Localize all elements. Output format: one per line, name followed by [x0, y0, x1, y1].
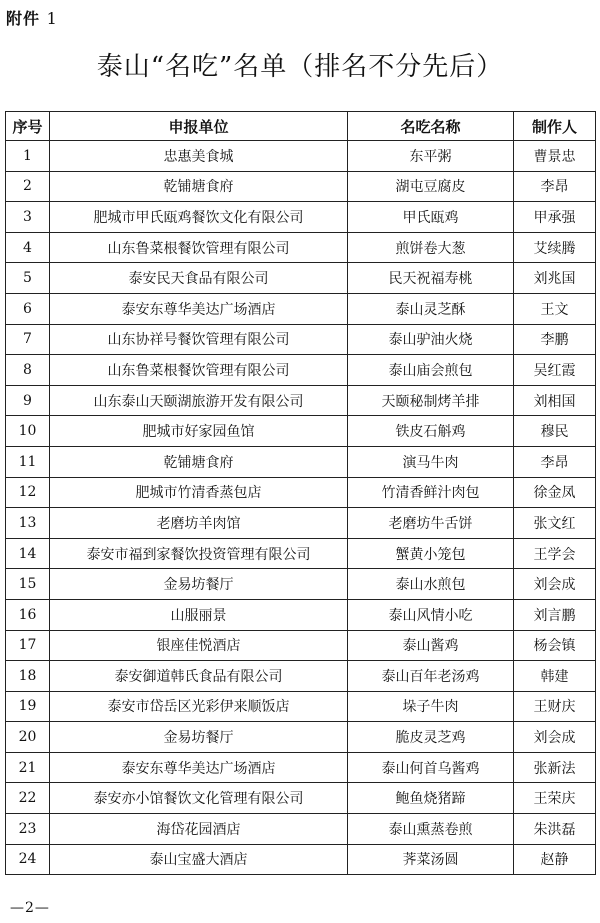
cell-index: 24 [6, 844, 50, 875]
cell-unit: 金易坊餐厅 [50, 569, 348, 600]
attachment-number: 1 [46, 9, 58, 28]
cell-maker: 王学会 [514, 538, 596, 569]
cell-dish: 垛子牛肉 [348, 691, 514, 722]
attachment-word: 附件 [6, 9, 41, 28]
cell-dish: 泰山水煎包 [348, 569, 514, 600]
cell-unit: 肥城市好家园鱼馆 [50, 416, 348, 447]
cell-index: 8 [6, 355, 50, 386]
cell-dish: 泰山灵芝酥 [348, 293, 514, 324]
table-header-row [6, 112, 596, 141]
cell-dish: 泰山风情小吃 [348, 599, 514, 630]
cell-unit: 山东鲁菜根餐饮管理有限公司 [50, 355, 348, 386]
cell-maker: 张新法 [514, 752, 596, 783]
cell-dish: 演马牛肉 [348, 446, 514, 477]
cell-dish: 鲍鱼烧猪蹄 [348, 783, 514, 814]
cell-index: 13 [6, 508, 50, 539]
snack-list-table [5, 111, 596, 875]
cell-dish: 民天祝福寿桃 [348, 263, 514, 294]
cell-index: 2 [6, 171, 50, 202]
cell-dish: 泰山酱鸡 [348, 630, 514, 661]
cell-unit: 泰安市福到家餐饮投资管理有限公司 [50, 538, 348, 569]
cell-index: 11 [6, 446, 50, 477]
cell-maker: 王财庆 [514, 691, 596, 722]
table-row [6, 661, 596, 692]
table-row [6, 814, 596, 845]
table-row [6, 599, 596, 630]
cell-unit: 山东协祥号餐饮管理有限公司 [50, 324, 348, 355]
table-row [6, 324, 596, 355]
cell-unit: 泰安亦小馆餐饮文化管理有限公司 [50, 783, 348, 814]
cell-maker: 朱洪磊 [514, 814, 596, 845]
cell-dish: 铁皮石斛鸡 [348, 416, 514, 447]
cell-maker: 李昂 [514, 446, 596, 477]
cell-unit: 肥城市竹清香蒸包店 [50, 477, 348, 508]
header-dish: 名吃名称 [348, 112, 514, 141]
cell-index: 12 [6, 477, 50, 508]
cell-dish: 东平粥 [348, 141, 514, 172]
cell-index: 10 [6, 416, 50, 447]
cell-maker: 王荣庆 [514, 783, 596, 814]
cell-unit: 老磨坊羊肉馆 [50, 508, 348, 539]
cell-dish: 竹清香鲜汁肉包 [348, 477, 514, 508]
cell-unit: 忠惠美食城 [50, 141, 348, 172]
cell-unit: 山东鲁菜根餐饮管理有限公司 [50, 232, 348, 263]
cell-dish: 泰山庙会煎包 [348, 355, 514, 386]
cell-dish: 泰山熏蒸卷煎 [348, 814, 514, 845]
cell-unit: 泰山宝盛大酒店 [50, 844, 348, 875]
table-row [6, 232, 596, 263]
cell-maker: 韩建 [514, 661, 596, 692]
cell-index: 18 [6, 661, 50, 692]
cell-index: 23 [6, 814, 50, 845]
cell-dish: 甲氏瓯鸡 [348, 202, 514, 233]
attachment-label [6, 6, 58, 29]
cell-index: 4 [6, 232, 50, 263]
cell-maker: 刘兆国 [514, 263, 596, 294]
cell-index: 7 [6, 324, 50, 355]
cell-dish: 湖屯豆腐皮 [348, 171, 514, 202]
cell-index: 20 [6, 722, 50, 753]
table-row [6, 171, 596, 202]
cell-index: 22 [6, 783, 50, 814]
page-number: —2— [10, 900, 50, 916]
table-row [6, 722, 596, 753]
table-row [6, 508, 596, 539]
cell-maker: 刘言鹏 [514, 599, 596, 630]
table-row [6, 293, 596, 324]
cell-dish: 荠菜汤圆 [348, 844, 514, 875]
cell-unit: 泰安御道韩氏食品有限公司 [50, 661, 348, 692]
table-row [6, 538, 596, 569]
table-row [6, 355, 596, 386]
cell-dish: 煎饼卷大葱 [348, 232, 514, 263]
cell-maker: 徐金凤 [514, 477, 596, 508]
table-row [6, 844, 596, 875]
table-row [6, 141, 596, 172]
cell-maker: 穆民 [514, 416, 596, 447]
cell-index: 6 [6, 293, 50, 324]
cell-unit: 泰安市岱岳区光彩伊来顺饭店 [50, 691, 348, 722]
header-unit: 申报单位 [50, 112, 348, 141]
table-body [6, 141, 596, 875]
cell-unit: 泰安民天食品有限公司 [50, 263, 348, 294]
cell-unit: 海岱花园酒店 [50, 814, 348, 845]
table-row [6, 783, 596, 814]
cell-index: 5 [6, 263, 50, 294]
cell-maker: 吴红霞 [514, 355, 596, 386]
cell-dish: 脆皮灵芝鸡 [348, 722, 514, 753]
table-row [6, 416, 596, 447]
cell-index: 9 [6, 385, 50, 416]
cell-maker: 曹景忠 [514, 141, 596, 172]
cell-unit: 泰安东尊华美达广场酒店 [50, 752, 348, 783]
cell-unit: 肥城市甲氏瓯鸡餐饮文化有限公司 [50, 202, 348, 233]
cell-dish: 泰山何首乌酱鸡 [348, 752, 514, 783]
cell-index: 19 [6, 691, 50, 722]
table-row [6, 446, 596, 477]
cell-maker: 王文 [514, 293, 596, 324]
cell-unit: 银座佳悦酒店 [50, 630, 348, 661]
cell-dish: 泰山百年老汤鸡 [348, 661, 514, 692]
cell-index: 17 [6, 630, 50, 661]
cell-maker: 李昂 [514, 171, 596, 202]
cell-index: 16 [6, 599, 50, 630]
cell-dish: 泰山驴油火烧 [348, 324, 514, 355]
cell-maker: 张文红 [514, 508, 596, 539]
cell-maker: 艾续腾 [514, 232, 596, 263]
cell-index: 21 [6, 752, 50, 783]
table-row [6, 477, 596, 508]
cell-maker: 杨会镇 [514, 630, 596, 661]
cell-maker: 李鹏 [514, 324, 596, 355]
header-index: 序号 [6, 112, 50, 141]
table-row [6, 202, 596, 233]
table-row [6, 385, 596, 416]
table-row [6, 752, 596, 783]
cell-unit: 山服丽景 [50, 599, 348, 630]
cell-dish: 老磨坊牛舌饼 [348, 508, 514, 539]
cell-unit: 山东泰山天颐湖旅游开发有限公司 [50, 385, 348, 416]
cell-unit: 乾铺塘食府 [50, 171, 348, 202]
cell-maker: 赵静 [514, 844, 596, 875]
table-row [6, 263, 596, 294]
cell-dish: 天颐秘制烤羊排 [348, 385, 514, 416]
cell-maker: 刘会成 [514, 722, 596, 753]
header-maker: 制作人 [514, 112, 596, 141]
cell-unit: 金易坊餐厅 [50, 722, 348, 753]
cell-index: 1 [6, 141, 50, 172]
cell-dish: 蟹黄小笼包 [348, 538, 514, 569]
cell-unit: 泰安东尊华美达广场酒店 [50, 293, 348, 324]
cell-index: 15 [6, 569, 50, 600]
cell-maker: 刘会成 [514, 569, 596, 600]
cell-maker: 刘相国 [514, 385, 596, 416]
document-title: 泰山“名吃”名单（排名不分先后） [96, 52, 504, 82]
table-row [6, 691, 596, 722]
cell-unit: 乾铺塘食府 [50, 446, 348, 477]
table-row [6, 630, 596, 661]
table-row [6, 569, 596, 600]
cell-index: 14 [6, 538, 50, 569]
cell-index: 3 [6, 202, 50, 233]
cell-maker: 甲承强 [514, 202, 596, 233]
